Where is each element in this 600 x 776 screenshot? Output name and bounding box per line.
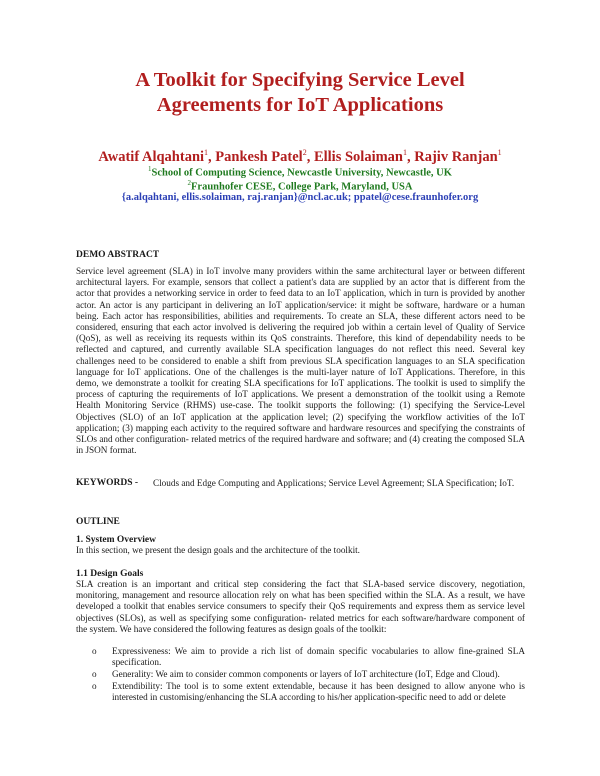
author-name: Ellis Solaiman [313,148,403,165]
list-item [76,646,525,668]
outline-heading: OUTLINE [76,517,120,527]
author-name: Awatif Alqahtani [98,148,205,165]
abstract-body: Service level agreement (SLA) in IoT involve many providers within the same architectural layer or between different architectural layers. For example, sensors that collect a patient's data are supplied by an actor that is different from the actor that provides a networking service in order to feed data to an IoT application, which in turn is provided by another actor. An actor is any participant in delivering an IoT application/service: it might be software, hardware or a human being. Each actor has responsibilities, abilities and requirements. To create an SLA, these different actors need to be considered, ensuring that each actor involved is delivering the required job within a certain level of Quality of Service (QoS), as well as receiving its requests within its QoS constraints. Therefore, this kind of dependability needs to be reflected and captured, and currently available SLA specification languages do not reflect this need. Several key challenges need to be considered to enable a shift from previous SLA specification languages to an SLA specification language for IoT applications. One of the challenges is the multi-layer nature of IoT Applications. Therefore, in this demo, we demonstrate a toolkit for creating SLA specifications for IoT applications. The toolkit is used to simplify the process of capturing the requirements of IoT applications. We present a demonstration of the toolkit using a Remote Health Monitoring Service (RHMS) use-case. The toolkit supports the following: (1) specifying the Service-Level Objectives (SLO) of an IoT application at the application level; (2) specifying the workflow activities of the IoT application; (3) mapping each activity to the required software and hardware resources and specifying the constraints of SLOs and other configuration- related metrics of the required hardware and software; and (4) creating the composed SLA in JSON format. [76,266,525,456]
bullet-marker: o [92,646,97,656]
section-1-1-text: SLA creation is an important and critical step considering the fact that SLA-based service discovery, negotiation, monitoring, management and resource allocation rely on what has been specified within the SLA. As a result, we have developed a toolkit that enables service consumers to specify their QoS requirements and express them as service level objectives (SLOs), as well as specifying some configuration- related metrics for each software/hardware component of the system. We have considered the following features as design goals of the toolkit: [76,579,525,634]
list-item [76,681,525,703]
author-list: Awatif Alqahtani$^1$, Pankesh Patel$^2$, Ellis Solaiman$^1$, Rajiv Ranjan$^1$ [98,148,502,165]
author-affiliation-mark: 1 [204,148,209,157]
list-item-text: Extendibility: The tool is to some extent extendable, because it has been designed to allow anyone who is interested in customising/enhancing the SLA according to his/her application-specific need to add or delete [112,681,525,703]
section-1-text: In this section, we present the design goals and the architecture of the toolkit. [76,545,360,555]
design-goals-list [76,646,525,704]
author-affiliation-mark: 1 [497,148,502,157]
affiliation-mark: 2 [187,179,191,187]
list-item-text: Generality: We aim to consider common components or layers of IoT architecture (IoT, Edge and Cloud). [112,669,500,680]
paper-title-line-1: A Toolkit for Specifying Service Level [135,69,465,91]
list-item-text: Expressiveness: We aim to provide a rich list of domain specific vocabularies to allow fine-grained SLA specification. [112,646,525,668]
author-affiliation-mark: 1 [403,148,407,157]
paper-title-line-2: Agreements for IoT Applications [156,94,444,116]
bullet-marker: o [92,681,97,692]
author-emails: {a.alqahtani, ellis.solaiman, raj.ranjan}@ncl.ac.uk; ppatel@cese.fraunhofer.org [121,192,479,203]
section-1-heading: 1. System Overview [76,535,156,545]
section-1-1-heading: 1.1 Design Goals [76,569,144,579]
affiliation-text: Fraunhofer CESE, College Park, Maryland, USA [191,181,413,193]
author-name: Rajiv Ranjan [414,148,498,165]
keywords-text: Clouds and Edge Computing and Applications; Service Level Agreement; SLA Specification; IoT. [153,478,515,488]
affiliation-mark: 1 [148,165,152,173]
author-name: Pankesh Patel [215,148,303,165]
abstract-heading: DEMO ABSTRACT [76,250,160,260]
affiliation-text: School of Computing Science, Newcastle University, Newcastle, UK [151,167,452,179]
author-affiliation-mark: 2 [302,148,307,157]
bullet-marker: o [92,669,97,680]
keywords-label: KEYWORDS - [76,478,139,488]
list-item [76,669,525,680]
